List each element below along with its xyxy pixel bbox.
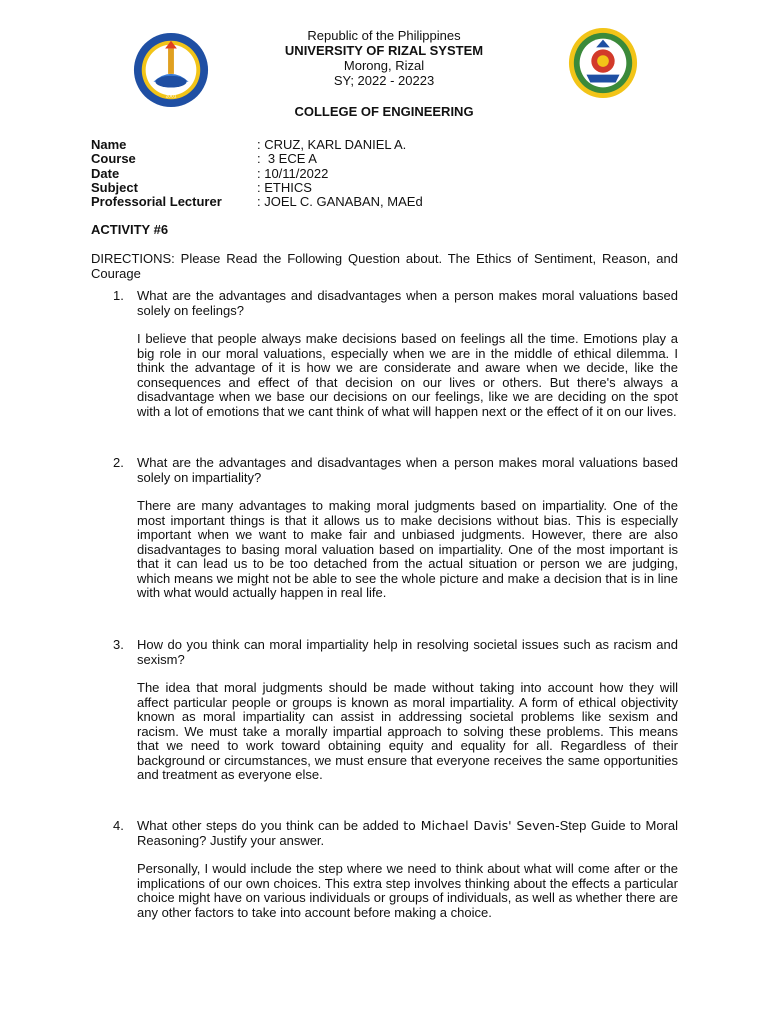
answer-text: There are many advantages to making moral judgments based on impartiality. One of the most important things is that it allows us to make decisions without bias. This is especially important when we want to make fair and unbiased judgments. However, there are also disadvantages to basing moral valuation based on impartiality. One of the most important is that it can lead us to be too detached from the actual situation or person we are judging, which means we might not be able to see the whole picture and make a decision that is in line with what would actually happen in real life.	[137, 498, 678, 600]
college-title: COLLEGE OF ENGINEERING	[294, 104, 474, 119]
info-row	[91, 152, 423, 166]
info-row	[91, 138, 423, 152]
info-label: Course	[91, 151, 136, 167]
info-value: : JOEL C. GANABAN, MAEd	[257, 194, 423, 210]
university-seal-logo	[132, 31, 210, 109]
student-info	[91, 138, 423, 209]
university-name: UNIVERSITY OF RIZAL SYSTEM	[284, 43, 484, 58]
info-label: Name	[91, 137, 127, 152]
info-row	[91, 181, 423, 195]
question-text: How do you think can moral impartiality help in resolving societal issues such as racism and sexism?	[137, 637, 678, 667]
info-label: Subject	[91, 179, 138, 195]
republic-line: Republic of the Philippines	[307, 28, 461, 43]
question-item	[113, 289, 678, 419]
question-text: What are the advantages and disadvantages when a person makes moral valuations based solely on feelings?	[137, 288, 678, 318]
info-label: Professorial Lecturer	[91, 194, 222, 210]
info-row	[91, 167, 423, 181]
info-value: : 10/11/2022	[257, 165, 329, 181]
activity-heading: ACTIVITY #6	[91, 222, 169, 237]
school-year-line: SY; 2022 - 20223	[333, 73, 435, 88]
answer-text: The idea that moral judgments should be made without taking into account how they will affect particular people or groups is known as moral impartiality. A form of ethical objectivity known as moral impartiality can assist in addressing societal problems like sexism and racism. We must take a morally impartial approach to solving these problems. This means that we need to work toward obtaining equity and equality for all. Regardless of their background or circumstances, we must ensure that everyone receives the same opportunities and treatment as everyone else.	[137, 680, 678, 782]
question-item	[113, 456, 678, 601]
question-text-part: Step Guide to Moral Reasoning? Justify your answer.	[137, 818, 678, 848]
question-number: 1.	[113, 288, 124, 303]
info-label: Date	[91, 165, 120, 181]
directions-text: DIRECTIONS: Please Read the Following Question about. The Ethics of Sentiment, Reason, and Courage	[91, 251, 678, 281]
question-item	[113, 819, 678, 920]
question-number: 2.	[113, 455, 124, 470]
question-text-part: What other steps do you think can be added	[137, 818, 404, 833]
letterhead	[200, 28, 568, 88]
question-text-part: to Michael Davis' Seven-	[403, 818, 560, 833]
info-value: : CRUZ, KARL DANIEL A.	[257, 137, 407, 152]
question-text: What are the advantages and disadvantages when a person makes moral valuations based solely on impartiality?	[137, 455, 678, 485]
answer-text: Personally, I would include the step where we need to think about what will come after or the implications of our own choices. This extra step involves thinking about the effects a particular choice might have on various individuals or groups of individuals, as well as whether there are any other factors to take into account before making a choice.	[137, 861, 678, 920]
answer-text: I believe that people always make decisions based on feelings all the time. Emotions play a big role in our moral valuations, especially when we are in the middle of ethical dilemma. I think the advantage of it is how we are considerate and aware when we decide, like the consequences and effect of that decision on our lives or others. But there's always a disadvantage when we base our decisions on our feelings, like we are deciding on the spot with a lot of emotions that we cant think of what will happen next or the effect of it on our lives.	[137, 331, 678, 419]
location-line: Morong, Rizal	[343, 58, 425, 73]
info-value: : 3 ECE A	[257, 151, 317, 167]
question-item	[113, 638, 678, 783]
svg-text:2001: 2001	[165, 94, 177, 100]
info-value: : ETHICS	[257, 179, 312, 195]
info-row	[91, 195, 423, 209]
college-seal-logo	[567, 26, 639, 100]
question-number: 3.	[113, 637, 124, 652]
question-number: 4.	[113, 818, 124, 833]
question-text	[137, 819, 678, 848]
